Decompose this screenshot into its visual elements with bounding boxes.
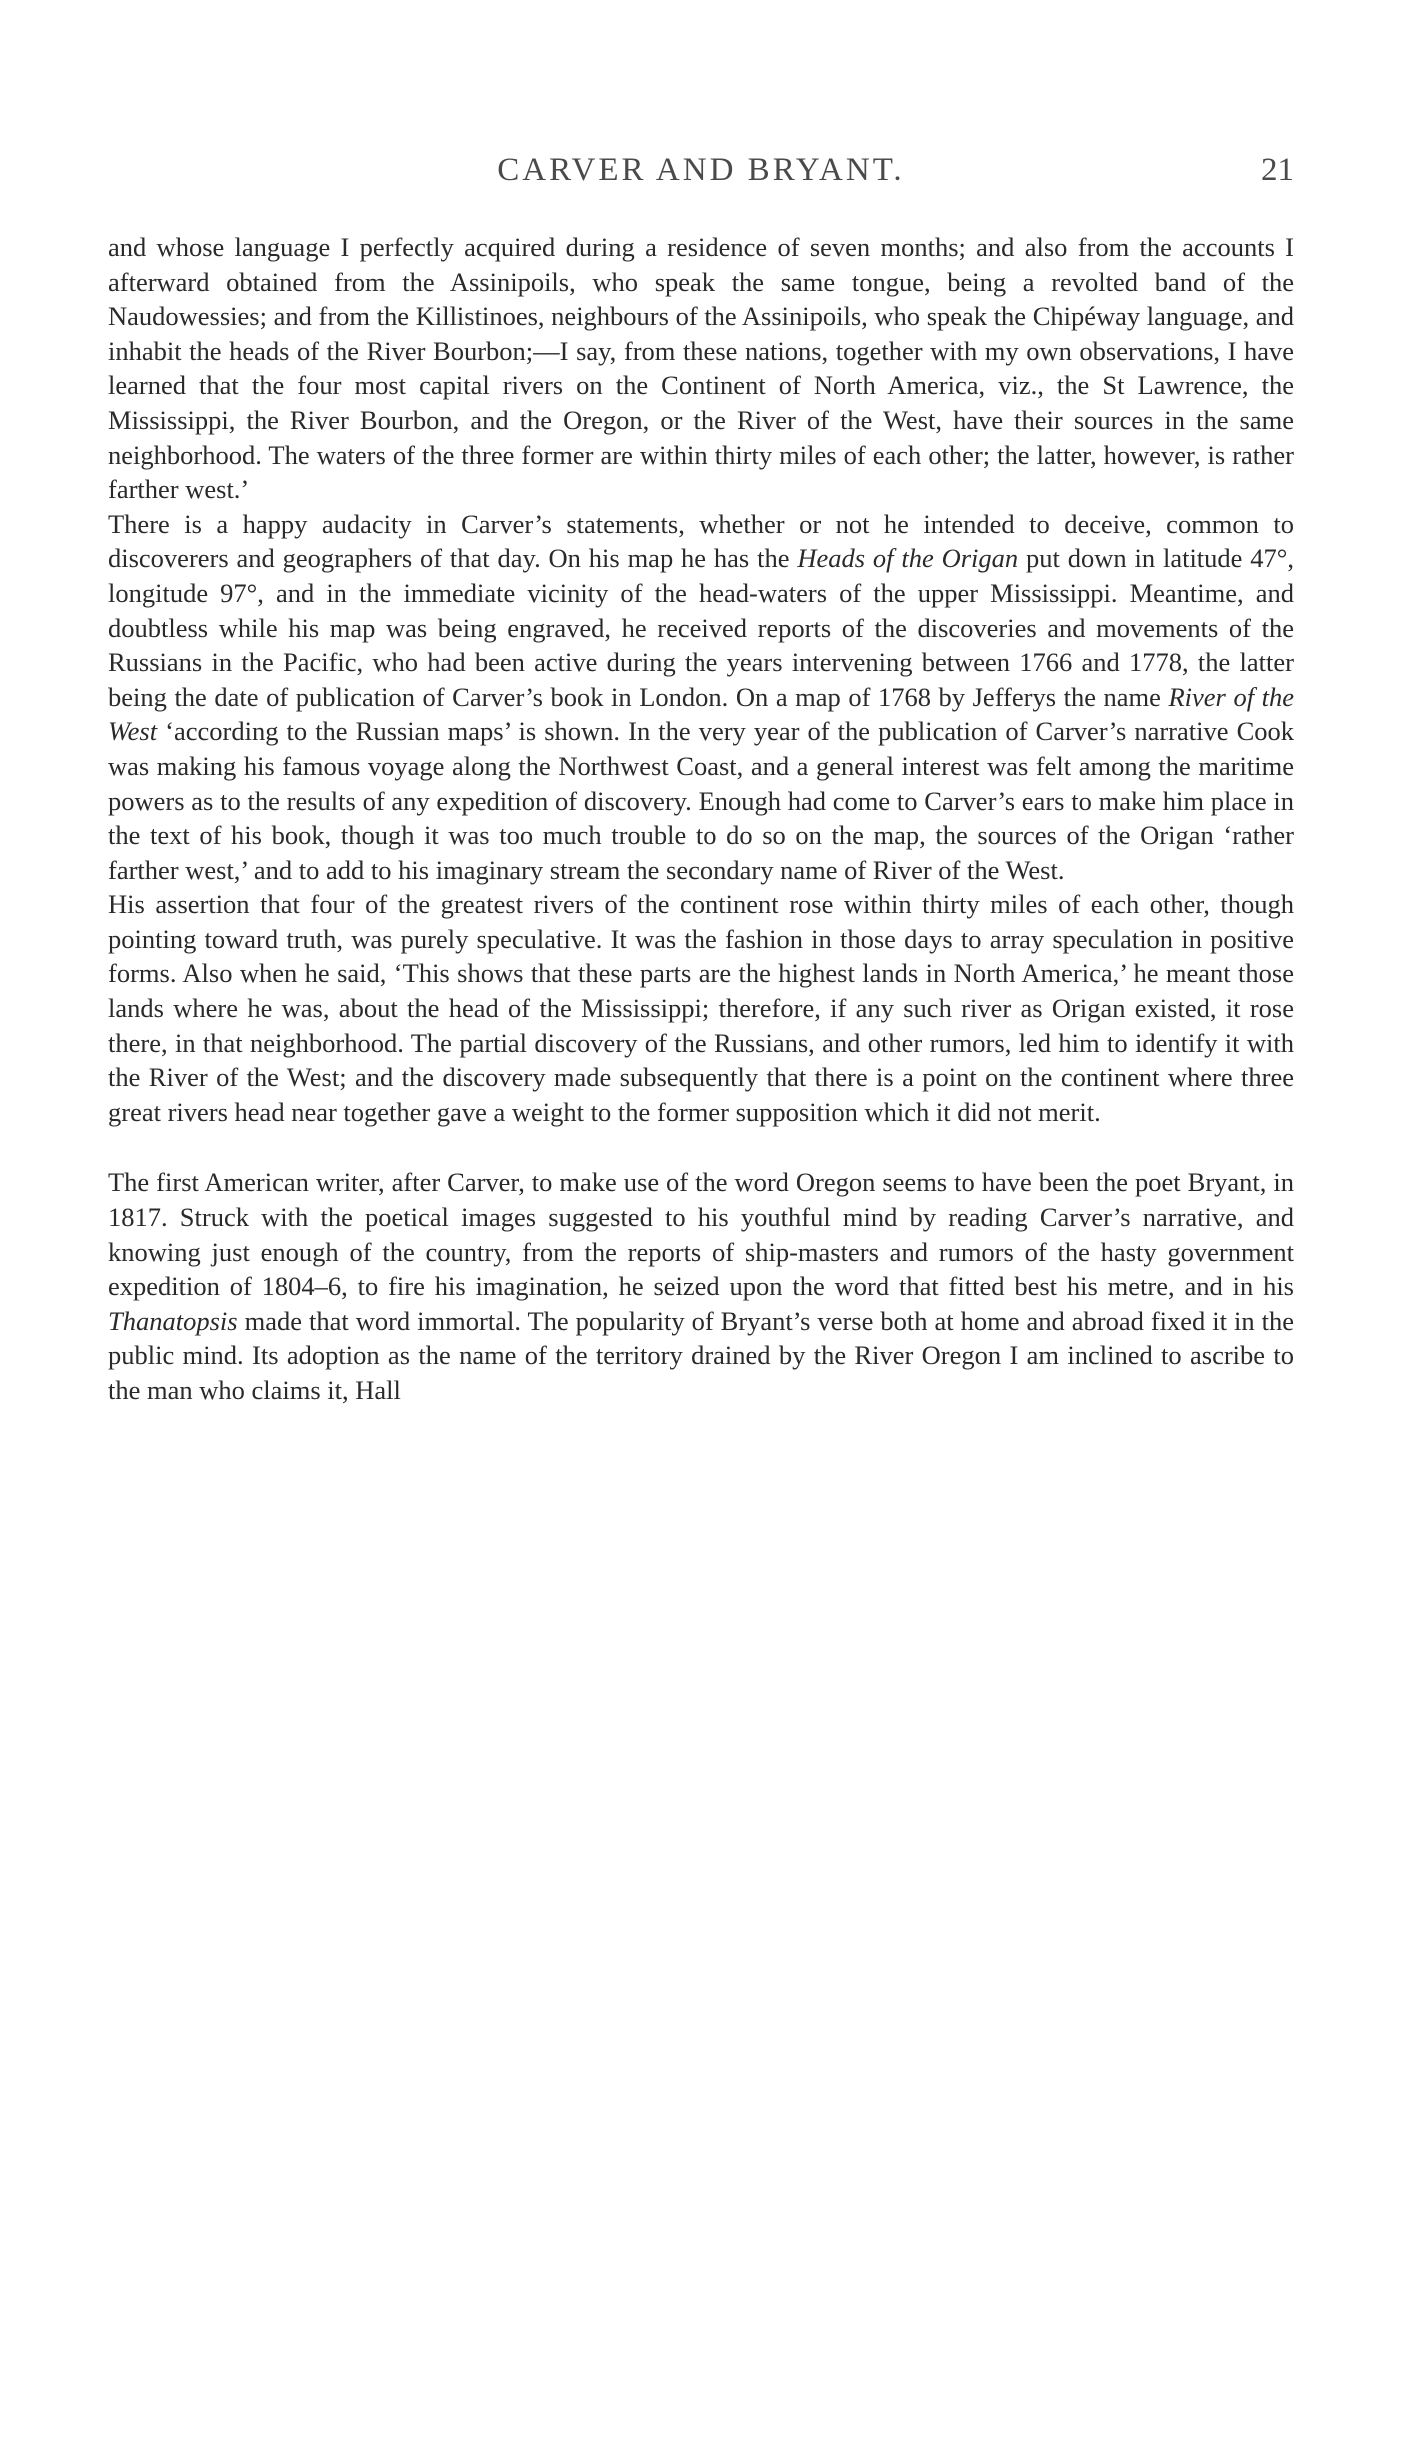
paragraph-quote-continuation: and whose language I perfectly acquired during a residence of seven months; and also from the accounts I afterward obtained from the Assinipoils, who speak the same tongue, being a revolted band of the Naudowessies; and from the Killistinoes, neighbours of the Assinipoils, who speak the Chipéway language, and inhabit the heads of the River Bourbon;—I say, from these nations, together with my own observations, I have learned that the four most capital rivers on the Continent of North America, viz., the St Lawrence, the Mississippi, the River Bourbon, and the Oregon, or the River of the West, have their sources in the same neighborhood. The waters of the three former are within thirty miles of each other; the latter, however, is rather farther west.’	[108, 232, 1294, 505]
running-head	[108, 152, 1294, 196]
page-number: 21	[1261, 152, 1294, 188]
paragraph-text: There is a happy audacity in Carver’s statements, whether or not he intended to deceive, common to discoverers and geographers of that day. On his map he has the	[108, 508, 1294, 574]
paragraph-bryant	[108, 1165, 1294, 1407]
italic-title: River of the West	[108, 681, 1294, 747]
italic-title: Heads of the Origan	[797, 543, 1019, 574]
paragraph-carver-assertion: His assertion that four of the greatest rivers of the continent rose within thirty miles of each other, though pointing toward truth, was purely speculative. It was the fashion in those days to array speculation in positive forms. Also when he said, ‘This shows that these parts are the highest lands in North America,’ he meant those lands where he was, about the head of the Mississippi; therefore, if any such river as Origan existed, it rose there, in that neighborhood. The partial discovery of the Russians, and other rumors, led him to identify it with the River of the West; and the discovery made subsequently that there is a point on the continent where three great rivers head near together gave a weight to the former supposition which it did not merit.	[108, 889, 1294, 1127]
paragraph-text: ‘according to the Russian maps’ is shown. In the very year of the publication of Carver’s narrative Cook was making his famous voyage along the Northwest Coast, and a general interest was felt among the maritime powers as to the results of any expedition of discovery. Enough had come to Carver’s ears to make him place in the text of his book, though it was too much trouble to do so on the map, the sources of the Origan ‘rather farther west,’ and to add to his imaginary stream the secondary name of River of the West.	[108, 716, 1294, 885]
body-text	[108, 230, 1294, 1408]
running-title: CARVER AND BRYANT.	[497, 152, 905, 188]
paragraph-text: The first American writer, after Carver, to make use of the word Oregon seems to have been the poet Bryant, in 1817. Struck with the poetical images suggested to his youthful mind by reading Carver’s narrative, and knowing just enough of the country, from the reports of ship-masters and rumors of the hasty government expedition of 1804–6, to fire his imagination, he seized upon the word that fitted best his metre, and in his	[108, 1167, 1294, 1302]
paragraph-text: put down in latitude 47°, longitude 97°, and in the immediate vicinity of the head-waters of the upper Mississippi. Meantime, and doubtless while his map was being engraved, he received reports of the discoveries and movements of the Russians in the Pacific, who had been active during the years intervening between 1766 and 1778, the latter being the date of publication of Carver’s book in London. On a map of 1768 by Jefferys the name	[108, 543, 1295, 712]
paragraph-text: made that word immortal. The popularity of Bryant’s verse both at home and abroad fixed it in the public mind. Its adoption as the name of the territory drained by the River Oregon I am inclined to ascribe to the man who claims it, Hall	[108, 1305, 1294, 1405]
paragraph-carver-audacity	[108, 507, 1294, 888]
italic-title: Thanatopsis	[108, 1305, 238, 1336]
